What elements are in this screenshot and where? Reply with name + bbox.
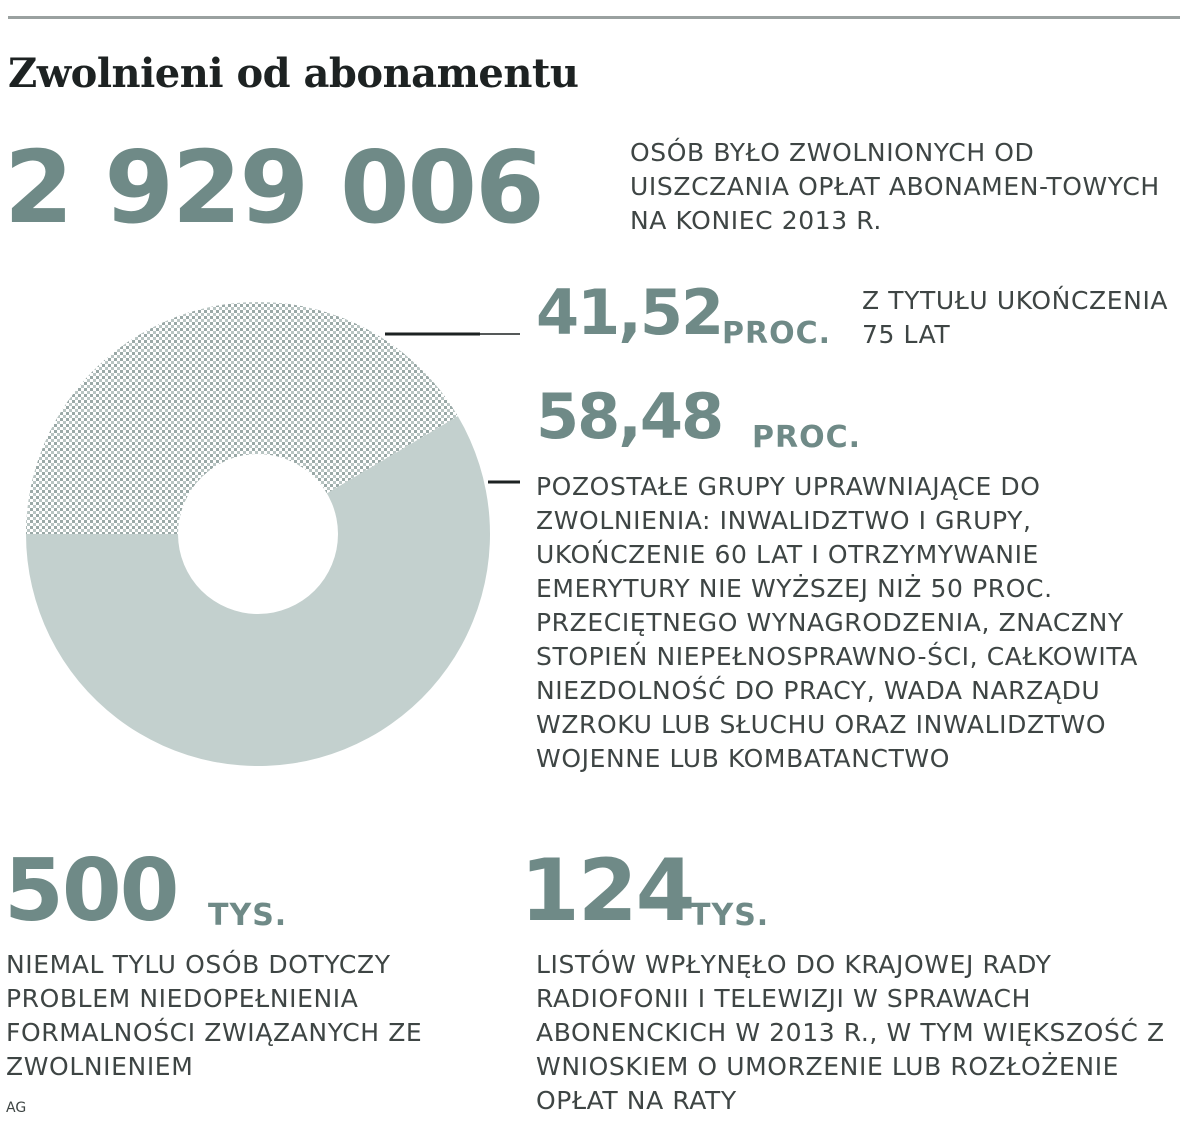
stat-124-unit: TYS. [690,898,770,933]
stat-124-value: 124 [520,841,694,941]
slice-2-value: 58,48 [536,380,723,453]
stat-124-description: LISTÓW WPŁYNĘŁO DO KRAJOWEJ RADY RADIOFONII I TELEWIZJI W SPRAWACH ABONENCKICH W 2013 R., W TYM WIĘKSZOŚĆ Z WNIOSKIEM O UMORZENIE LUB ROZŁOŻENIE OPŁAT NA RATY [536,950,1165,1115]
stat-500-description: NIEMAL TYLU OSÓB DOTYCZY PROBLEM NIEDOPEŁNIENIA FORMALNOŚCI ZWIĄZANYCH ZE ZWOLNIENIEM [6,950,423,1081]
donut-hole [178,454,338,614]
page-title: Zwolnieni od abonamentu [8,50,579,97]
stat-500-value: 500 [4,841,178,941]
source-credit: AG [6,1100,27,1116]
top-rule [8,16,1180,19]
total-description: OSÓB BYŁO ZWOLNIONYCH OD UISZCZANIA OPŁAT ABONAMEN-TOWYCH NA KONIEC 2013 R. [630,138,1160,235]
slice-1-value: 41,52 [536,276,723,349]
stat-500-unit: TYS. [208,898,288,933]
total-number: 2 929 006 [4,129,543,246]
slice-1-unit: PROC. [722,316,832,351]
slice-2-description: POZOSTAŁE GRUPY UPRAWNIAJĄCE DO ZWOLNIENIA: INWALIDZTWO I GRUPY, UKOŃCZENIE 60 LAT I OTRZYMYWANIE EMERYTURY NIE WYŻSZEJ NIŻ 50 PROC. PRZECIĘTNEGO WYNAGRODZENIA, ZNACZNY STOPIEŃ NIEPEŁNOSPRAWNO-ŚCI, CAŁKOWITA NIEZDOLNOŚĆ DO PRACY, WADA NARZĄDU WZROKU LUB SŁUCHU ORAZ INWALIDZTWO WOJENNE LUB KOMBATANCTWO [536,472,1138,773]
slice-2-unit: PROC. [752,420,862,455]
slice-1-description: Z TYTUŁU UKOŃCZENIA 75 LAT [862,286,1169,349]
donut-chart [0,280,520,800]
